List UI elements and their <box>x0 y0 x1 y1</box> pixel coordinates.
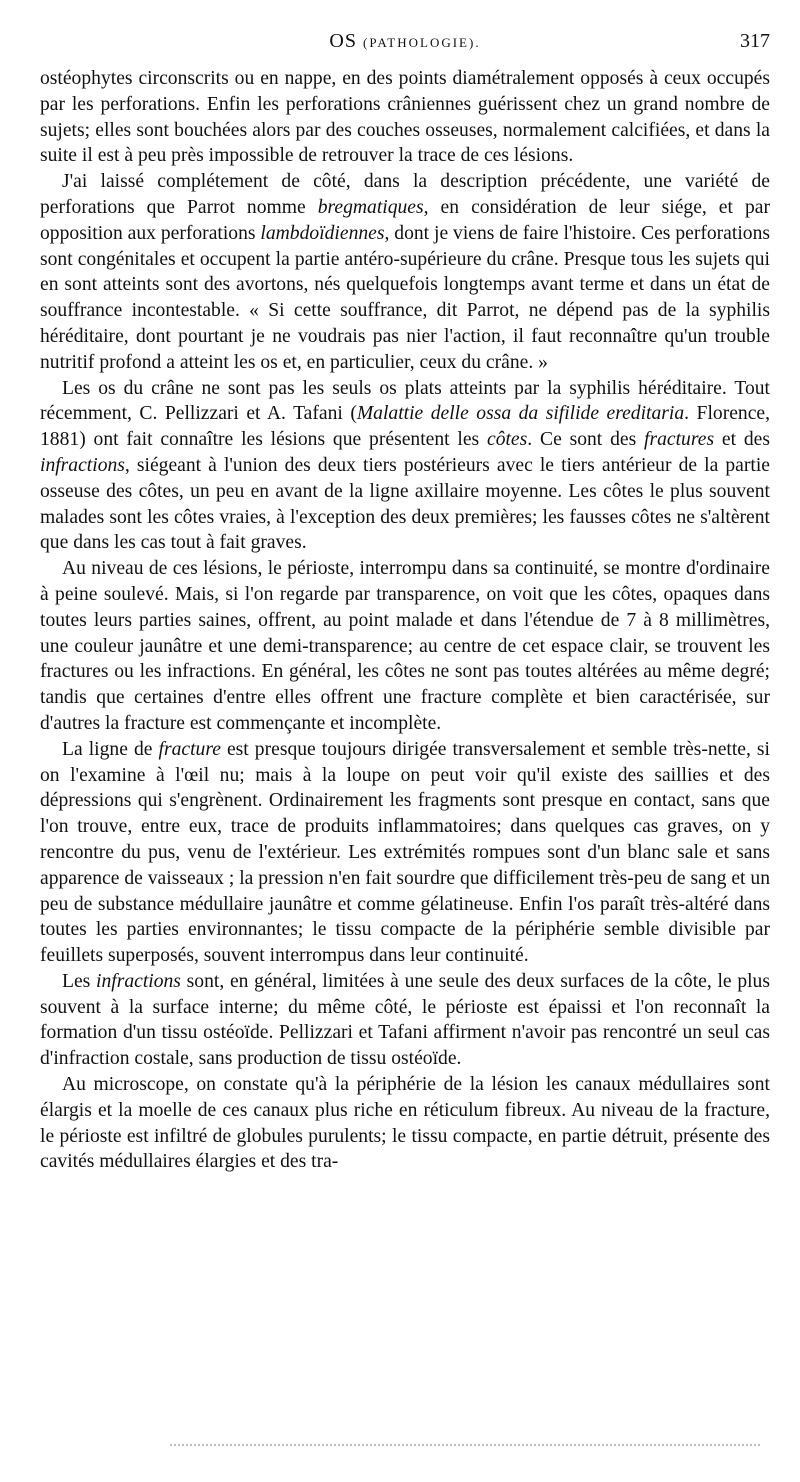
italic-text-run: fracture <box>158 738 221 760</box>
text-run: , en considération de leur siége, et par opposition aux perforations <box>40 196 770 244</box>
running-title <box>40 30 770 53</box>
text-run: . Florence, 1881) ont fait connaître les lésions que présentent les <box>40 403 771 451</box>
text-run: . Ce sont des <box>527 429 645 451</box>
bleed-through-line <box>170 1444 760 1448</box>
text-run: J'ai laissé complétement de côté, dans la description précédente, une variété de perforations que Parrot nomme <box>40 171 770 218</box>
text-run: Au niveau de ces lésions, le périoste, interrompu dans sa continuité, se montre d'ordinaire à peine soulevé. Mais, si l'on regarde par transparence, on voit que les côtes, opaques dans toutes leurs parties saines, offrent, au point malade et dans l'étendue de 7 à 8 millimètres, une couleur jaunâtre et une demi-transparence; au centre de cet espace clair, se trouvent les fractures ou les infractions. En général, les côtes ne sont pas toutes altérées au même degré; tandis que certaines d'entre elles offrent une fracture complète et bien caractérisée, sur d'autres la fracture est commençante et incomplète. <box>40 558 770 734</box>
text-run: est presque toujours dirigée transversalement et semble très-nette, si on l'examine à l'œil nu; mais à la loupe on peut voir qu'il existe des saillies et des dépressions qui s'engrènent. Ordinairement les fragments sont presque en contact, sans que l'on trouve, entre eux, trace de produits inflammatoires; dans quelques cas graves, on y rencontre du pus, venu de l'extérieur. Les extrémités rompues sont d'un blanc sale et sans apparence de vaisseaux ; la pression n'en fait sourdre que difficilement très-peu de sang et un peu de substance médullaire jaunâtre et comme gélatineuse. Enfin l'os paraît très-altéré dans toutes les parties environnantes; le tissu compacte de la périphérie semble divisible par feuillets superposés, souvent interrompus dans leur continuité. <box>40 738 770 967</box>
paragraph <box>40 1072 770 1175</box>
paragraph <box>40 556 770 737</box>
text-run: Les <box>62 970 97 992</box>
italic-text-run: côtes <box>487 429 528 451</box>
running-title-sub: (PATHOLOGIE). <box>362 35 481 50</box>
text-run: ostéophytes circonscrits ou en nappe, en des points diamétralement opposés à ceux occupés par les perforations. Enfin les perforations crâniennes guérissent chez un grand nombre de sujets; elles sont bouchées alors par des couches osseuses, normalement calcifiées, et dans la suite il est à peu près impossible de retrouver la trace de ces lésions. <box>40 68 770 167</box>
italic-text-run: fractures <box>644 429 715 451</box>
italic-text-run: infractions <box>96 970 181 992</box>
italic-text-run: bregmatiques <box>317 196 424 218</box>
text-run: La ligne de <box>62 738 159 760</box>
italic-text-run: Malattie delle ossa da sifilide ereditaria <box>356 403 685 425</box>
running-header <box>40 30 770 58</box>
paragraph <box>40 66 770 169</box>
italic-text-run: lambdoïdiennes <box>260 222 385 244</box>
text-run: , siégeant à l'union des deux tiers postérieurs avec le tiers antérieur de la partie osseuse des côtes, un peu en avant de la ligne axillaire moyenne. Les côtes le plus souvent malades sont les côtes vraies, à l'exception des deux premières; les fausses côtes ne s'altèrent que dans les cas tout à fait graves. <box>40 454 770 554</box>
italic-text-run: infractions <box>40 454 125 476</box>
text-run: et des <box>714 429 770 451</box>
paragraph <box>40 737 770 969</box>
text-run: sont, en général, limitées à une seule des deux surfaces de la côte, le plus souvent à la surface interne; du même côté, le périoste est épaissi et l'on reconnaît la formation d'un tissu ostéoïde. Pellizzari et Tafani affirment n'avoir pas rencontré un seul cas d'infraction costale, sans production de tissu ostéoïde. <box>40 970 770 1070</box>
text-run: Au microscope, on constate qu'à la périphérie de la lésion les canaux médullaires sont élargis et la moelle de ces canaux plus riche en réticulum fibreux. Au niveau de la fracture, le périoste est infiltré de globules purulents; le tissu compacte, en partie détruit, présente des cavités médullaires élargies et des tra- <box>40 1074 770 1173</box>
page-number: 317 <box>740 30 770 52</box>
paragraph <box>40 969 770 1072</box>
paragraph <box>40 376 770 557</box>
text-run: , dont je viens de faire l'histoire. Ces perforations sont congénitales et occupent la partie antéro-supérieure du crâne. Presque tous les sujets qui en sont atteints sont des avortons, nés quelquefois longtemps avant terme et dans un état de souffrance incontestable. « Si cette souffrance, dit Parrot, ne dépend pas de la syphilis héréditaire, dont pourtant je ne voudrais pas nier l'action, il faut reconnaître qu'un trouble nutritif profond a atteint les os et, en particulier, ceux du crâne. » <box>40 222 770 373</box>
text-run: Les os du crâne ne sont pas les seuls os plats atteints par la syphilis héréditaire. Tout récemment, C. Pellizzari et A. Tafani ( <box>40 377 770 425</box>
running-title-main: OS <box>329 30 357 52</box>
paragraph <box>40 169 770 375</box>
body-text <box>40 66 770 1175</box>
